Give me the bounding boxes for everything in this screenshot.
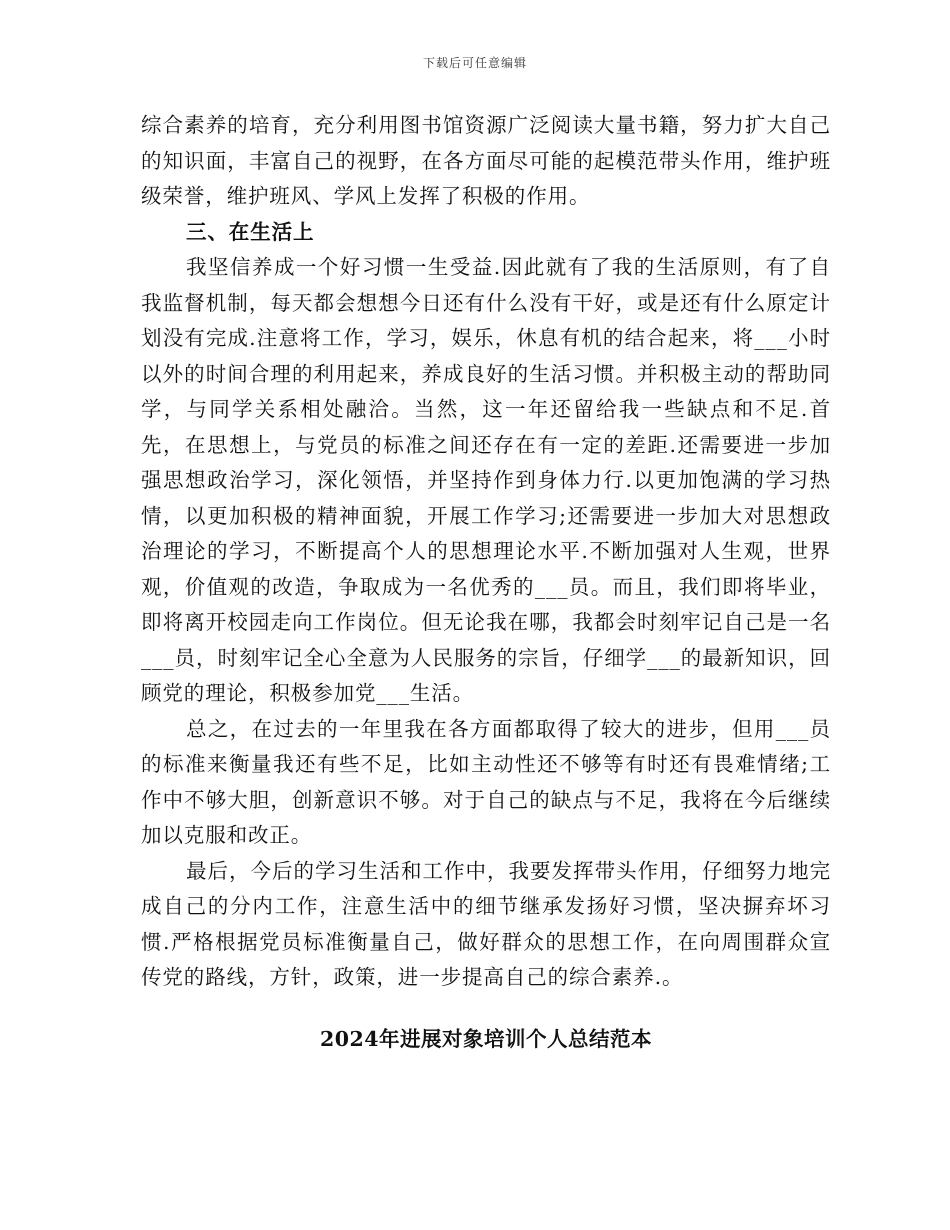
page-header-note: 下载后可任意编辑 <box>422 56 527 70</box>
section-heading-life: 三、在生活上 <box>186 219 315 244</box>
paragraph-conclusion: 最后，今后的学习生活和工作中，我要发挥带头作用，仔细努力地完成自己的分内工作，注意生活中的细节继承发扬好习惯，坚决摒弃坏习惯.严格根据党员标准衡量自己，做好群众的思想工作，在向周围群众宣传党的路线，方针，政策，进一步提高自己的综合素养.。 <box>141 858 831 989</box>
next-document-title: 2024年进展对象培训个人总结范本 <box>319 1026 653 1051</box>
paragraph-life-habits: 我坚信养成一个好习惯一生受益.因此就有了我的生活原则，有了自我监督机制，每天都会想想今日还有什么没有干好，或是还有什么原定计划没有完成.注意将工作，学习，娱乐，休息有机的结合起来，将___小时以外的时间合理的利用起来，养成良好的生活习惯。并积极主动的帮助同学，与同学关系相处融洽。当然，这一年还留给我一些缺点和不足.首先，在思想上，与党员的标准之间还存在有一定的差距.还需要进一步加强思想政治学习，深化领悟，并坚持作到身体力行.以更加饱满的学习热情，以更加积极的精神面貌，开展工作学习;还需要进一步加大对思想政治理论的学习，不断提高个人的思想理论水平.不断加强对人生观，世界观，价值观的改造，争取成为一名优秀的___员。而且，我们即将毕业，即将离开校园走向工作岗位。但无论我在哪，我都会时刻牢记自己是一名___员，时刻牢记全心全意为人民服务的宗旨，仔细学___的最新知识，回顾党的理论，积极参加党___生活。 <box>141 255 831 705</box>
paragraph-summary: 总之，在过去的一年里我在各方面都取得了较大的进步，但用___员的标准来衡量我还有些不足，比如主动性还不够等有时还有畏难情绪;工作中不够大胆，创新意识不够。对于自己的缺点与不足，我将在今后继续加以克服和改正。 <box>141 716 831 847</box>
paragraph-continued: 综合素养的培育，充分利用图书馆资源广泛阅读大量书籍，努力扩大自己的知识面，丰富自己的视野，在各方面尽可能的起模范带头作用，维护班级荣誉，维护班风、学风上发挥了积极的作用。 <box>141 113 831 208</box>
document-body <box>141 108 831 1057</box>
